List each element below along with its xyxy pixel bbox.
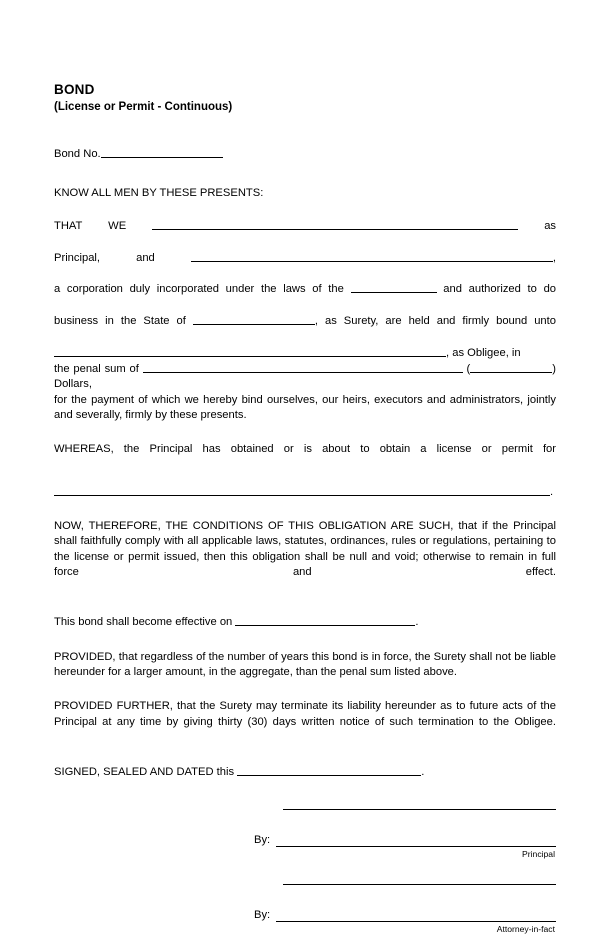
principal-signature-group <box>54 809 556 859</box>
attorney-signature-group <box>54 884 556 934</box>
whereas-blank-line <box>54 473 556 500</box>
signed-sealed-line <box>54 745 556 780</box>
bond-number-line <box>54 114 556 160</box>
provided-further-paragraph: PROVIDED FURTHER, that the Surety may terminate its liability hereunder as to future acts of the Principal at any time by giving thirty (30) days written notice of such termination to the Obligee. <box>54 700 556 728</box>
license-permit-field[interactable] <box>54 484 550 496</box>
as-word-1: as <box>544 220 557 233</box>
penal-sum-lead-label: the penal sum of <box>54 362 139 375</box>
bond-number-label: Bond No. <box>54 148 101 161</box>
payment-sentence: for the payment of which we hereby bind ourselves, our heirs, executors and administrators, jointly and severally, firmly by these presents. <box>54 393 556 421</box>
obligee-name-field[interactable] <box>54 345 446 357</box>
bond-number-field[interactable] <box>101 146 223 158</box>
signature-block <box>54 781 556 934</box>
provided-paragraph: PROVIDED, that regardless of the number of years this bond is in force, the Surety shall not be liable hereunder for a larger amount, in the aggregate, than the penal sum listed above. <box>54 650 556 679</box>
corporation-tail-label: and authorized to do <box>443 283 557 296</box>
principal-by-label: By: <box>254 833 271 846</box>
page-subtitle: (License or Permit - Continuous) <box>54 100 233 113</box>
signed-sealed-lead-label: SIGNED, SEALED AND DATED this <box>54 766 235 779</box>
business-state-field[interactable] <box>193 313 315 325</box>
effective-lead-label: This bond shall become effective on <box>54 616 233 629</box>
attorney-by-row <box>254 885 556 922</box>
business-state-tail-label: , as Surety, are held and firmly bound unto <box>314 315 556 328</box>
principal-signature-field[interactable] <box>276 835 556 847</box>
that-we-line-5 <box>54 345 556 361</box>
as-obligee-label: , as Obligee, in <box>446 346 521 359</box>
paren-open: ( <box>466 362 471 375</box>
principal-caption: Principal <box>522 848 555 859</box>
attorney-by-label: By: <box>254 908 271 921</box>
paren-close: ) Dollars, <box>54 362 556 391</box>
that-we-line-3 <box>54 281 556 313</box>
that-we-line-6 <box>54 361 556 393</box>
signature-spacer <box>54 859 556 884</box>
penal-sum-amount-field[interactable] <box>470 361 552 373</box>
surety-name-field[interactable] <box>191 250 553 262</box>
business-state-lead-label: business in the State of <box>54 315 186 328</box>
that-we-line-4 <box>54 313 556 345</box>
whereas-paragraph: WHEREAS, the Principal has obtained or is about to obtain a license or permit for <box>54 443 556 456</box>
that-we-label: THAT WE <box>54 220 127 233</box>
effective-date-field[interactable] <box>235 614 415 626</box>
whereas-period: . <box>550 485 554 498</box>
that-we-paragraph <box>54 199 556 423</box>
that-we-line-1 <box>54 218 556 250</box>
effective-date-line <box>54 595 556 630</box>
signed-date-field[interactable] <box>237 764 421 776</box>
document-content <box>54 0 556 934</box>
penal-sum-words-field[interactable] <box>143 361 463 373</box>
signed-period: . <box>421 766 425 779</box>
attorney-caption: Attorney-in-fact <box>496 923 555 934</box>
principal-by-row <box>254 810 556 847</box>
principal-name-field[interactable] <box>152 218 518 230</box>
know-all-men-line: KNOW ALL MEN BY THESE PRESENTS: <box>54 187 264 200</box>
now-therefore-paragraph: NOW, THEREFORE, THE CONDITIONS OF THIS OBLIGATION ARE SUCH, that if the Principal shall faithfully comply with all applicable laws, statutes, ordinances, rules or regulations, pertaining to the license or permit issued, then this obligation shall be null and void; otherwise to remain in full force and effect. <box>54 520 556 578</box>
comma-1: , <box>552 251 556 264</box>
corporation-lead-label: a corporation duly incorporated under the laws of the <box>54 283 344 296</box>
that-we-line-2 <box>54 250 556 282</box>
page-title: BOND <box>54 82 95 97</box>
laws-of-state-field[interactable] <box>351 281 437 293</box>
principal-and-label: Principal, and <box>54 251 155 264</box>
attorney-signature-field[interactable] <box>276 910 556 922</box>
effective-period: . <box>415 616 419 629</box>
